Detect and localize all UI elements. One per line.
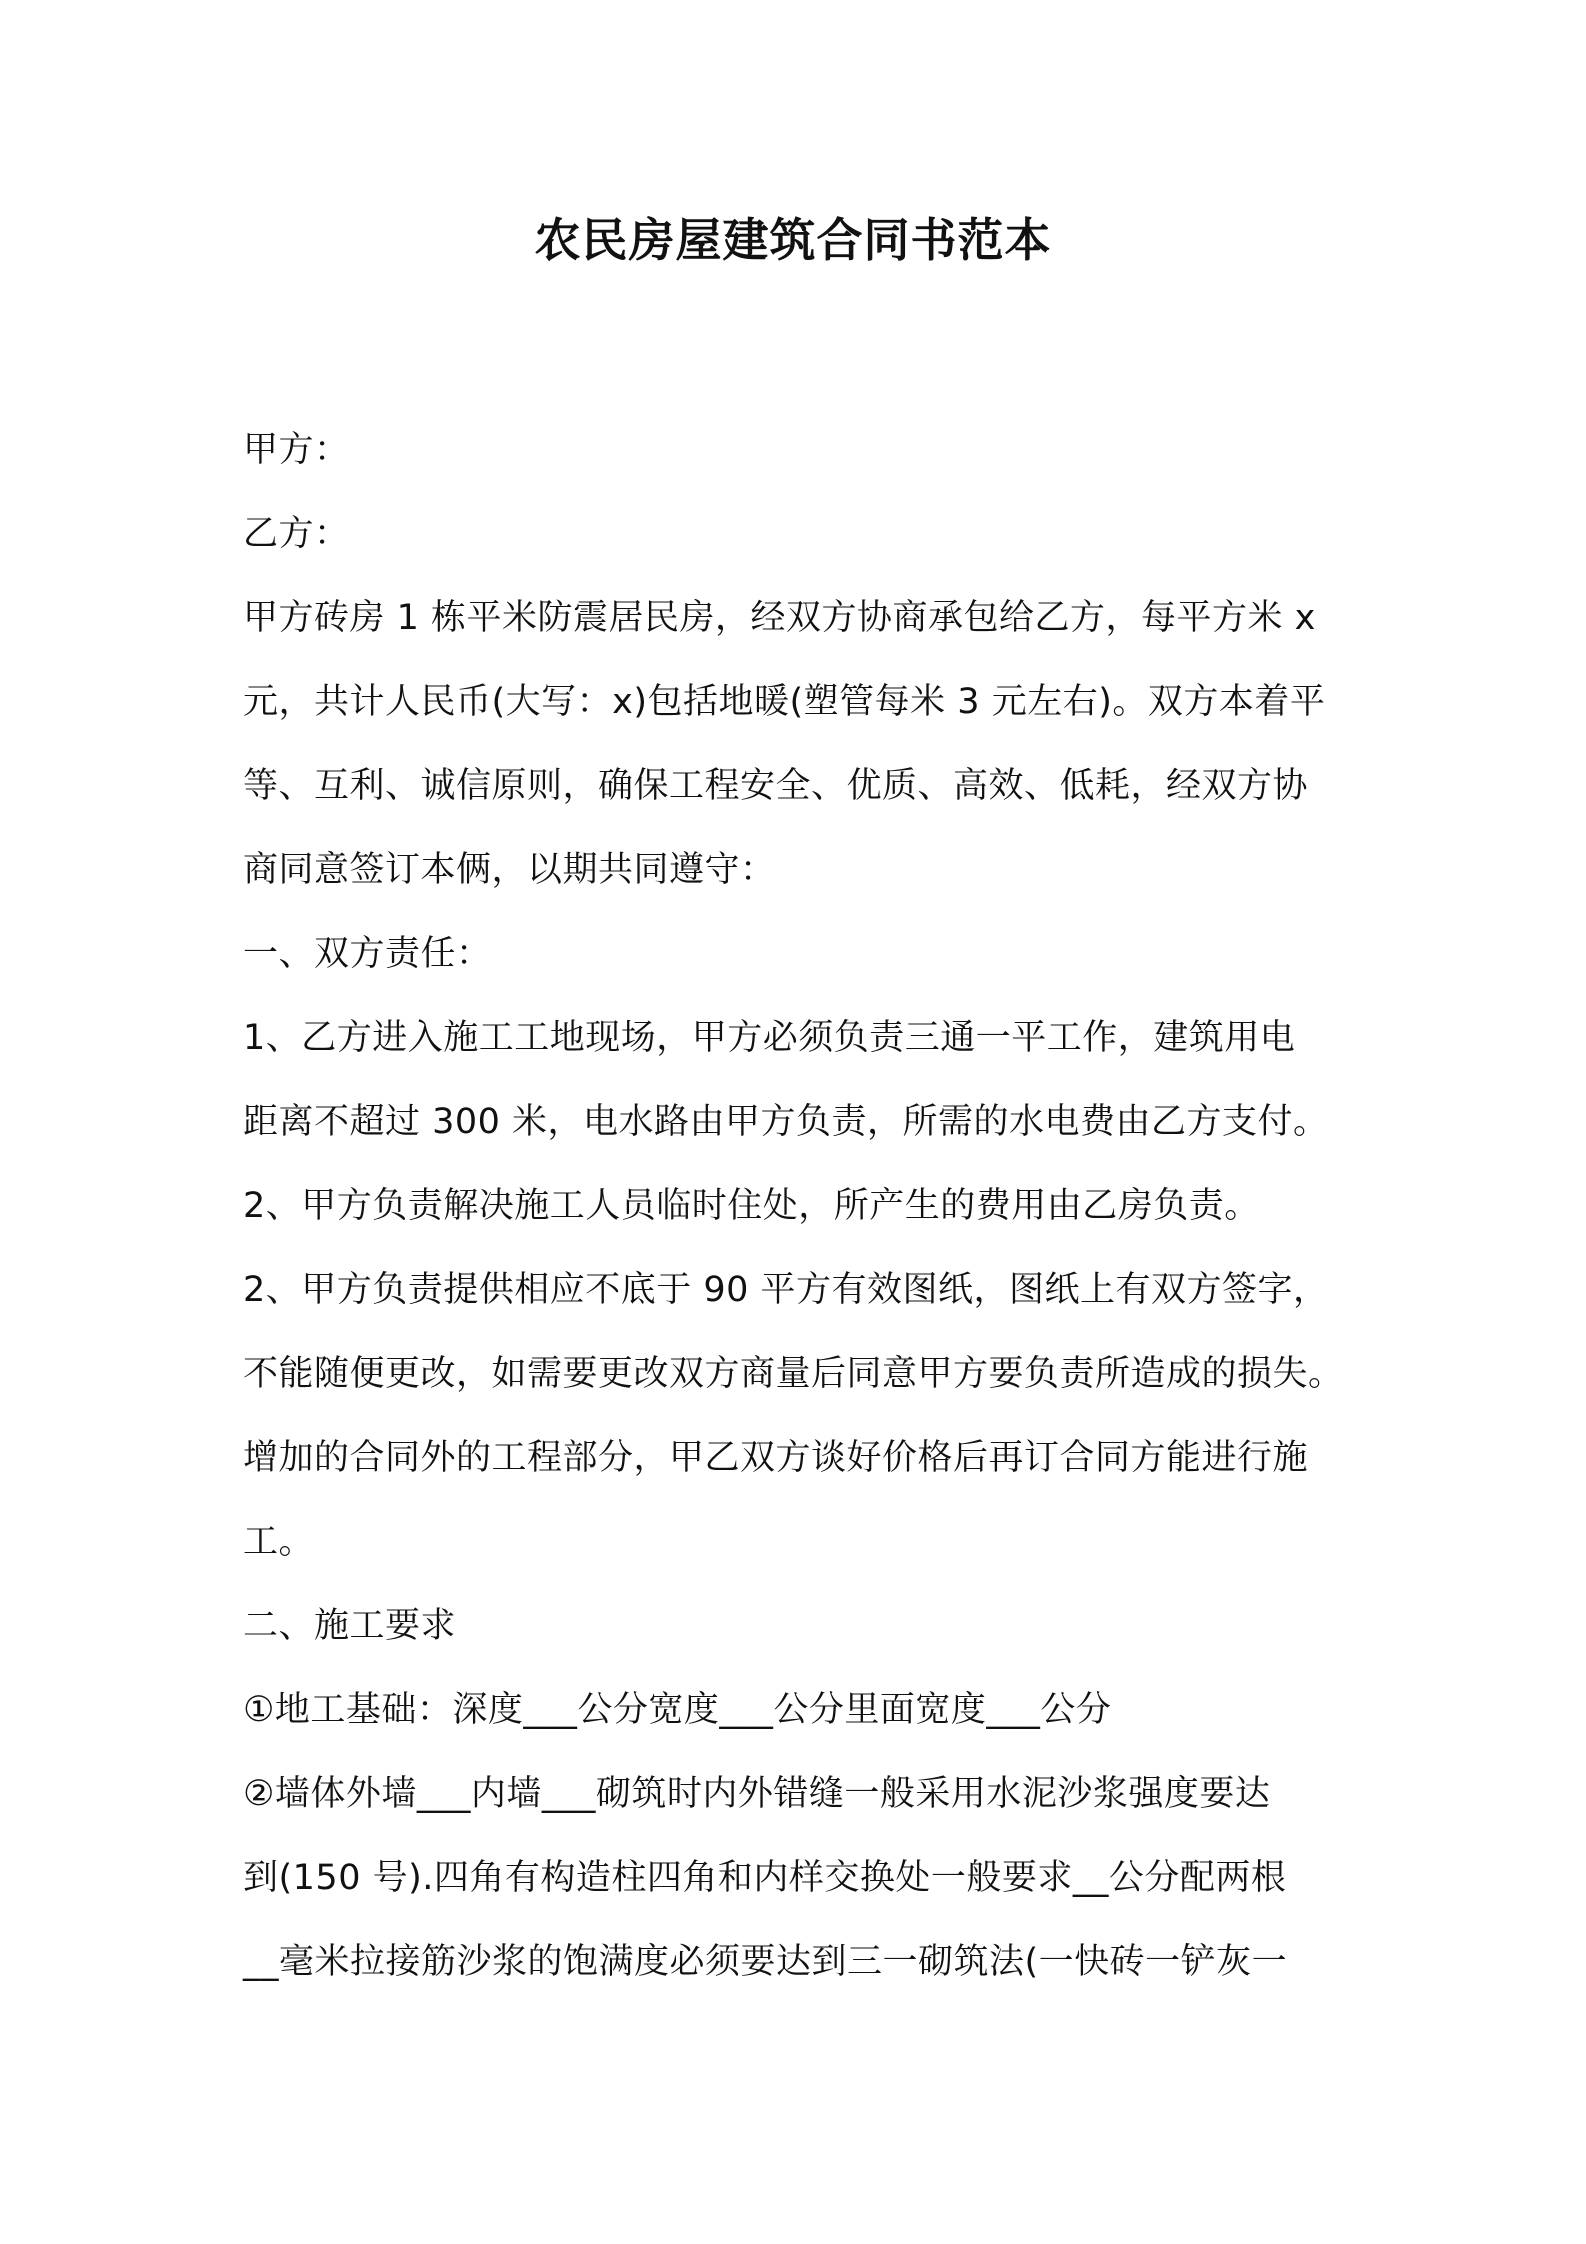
clause-line: 增加的合同外的工程部分，甲乙双方谈好价格后再订合同方能进行施 [243, 1438, 1309, 1478]
requirement-line: ②墙体外墙___内墙___砌筑时内外错缝一般采用水泥沙浆强度要达 [243, 1774, 1271, 1814]
clause-line: 1、乙方进入施工工地现场，甲方必须负责三通一平工作，建筑用电 [243, 1018, 1296, 1058]
paragraph-line: 商同意签订本俩，以期共同遵守： [243, 850, 776, 890]
clause-line: 2、甲方负责提供相应不底于 90 平方有效图纸，图纸上有双方签字， [243, 1270, 1329, 1310]
paragraph-line: 元，共计人民币(大写：x)包括地暖(塑管每米 3 元左右)。双方本着平 [243, 682, 1326, 722]
document-body [243, 408, 1373, 2004]
clause-line: 不能随便更改，如需要更改双方商量后同意甲方要负责所造成的损失。 [243, 1354, 1344, 1394]
paragraph-line: 等、互利、诚信原则，确保工程安全、优质、高效、低耗，经双方协 [243, 766, 1309, 806]
clause-line: 工。 [243, 1522, 315, 1562]
clause-line: 2、甲方负责解决施工人员临时住处，所产生的费用由乙房负责。 [243, 1186, 1260, 1226]
party-b-line: 乙方： [243, 514, 350, 554]
section-heading-responsibilities: 一、双方责任： [243, 934, 492, 974]
requirement-line: __毫米拉接筋沙浆的饱满度必须要达到三一砌筑法(一快砖一铲灰一 [243, 1942, 1288, 1982]
document-title: 农民房屋建筑合同书范本 [534, 213, 1052, 267]
section-heading-requirements: 二、施工要求 [243, 1606, 457, 1646]
paragraph-line: 甲方砖房 1 栋平米防震居民房，经双方协商承包给乙方，每平方米 x [243, 598, 1316, 638]
requirement-line: ①地工基础：深度___公分宽度___公分里面宽度___公分 [243, 1690, 1112, 1730]
clause-line: 距离不超过 300 米，电水路由甲方负责，所需的水电费由乙方支付。 [243, 1102, 1329, 1142]
party-a-line: 甲方： [243, 430, 350, 470]
requirement-line: 到(150 号).四角有构造柱四角和内样交换处一般要求__公分配两根 [243, 1858, 1287, 1898]
